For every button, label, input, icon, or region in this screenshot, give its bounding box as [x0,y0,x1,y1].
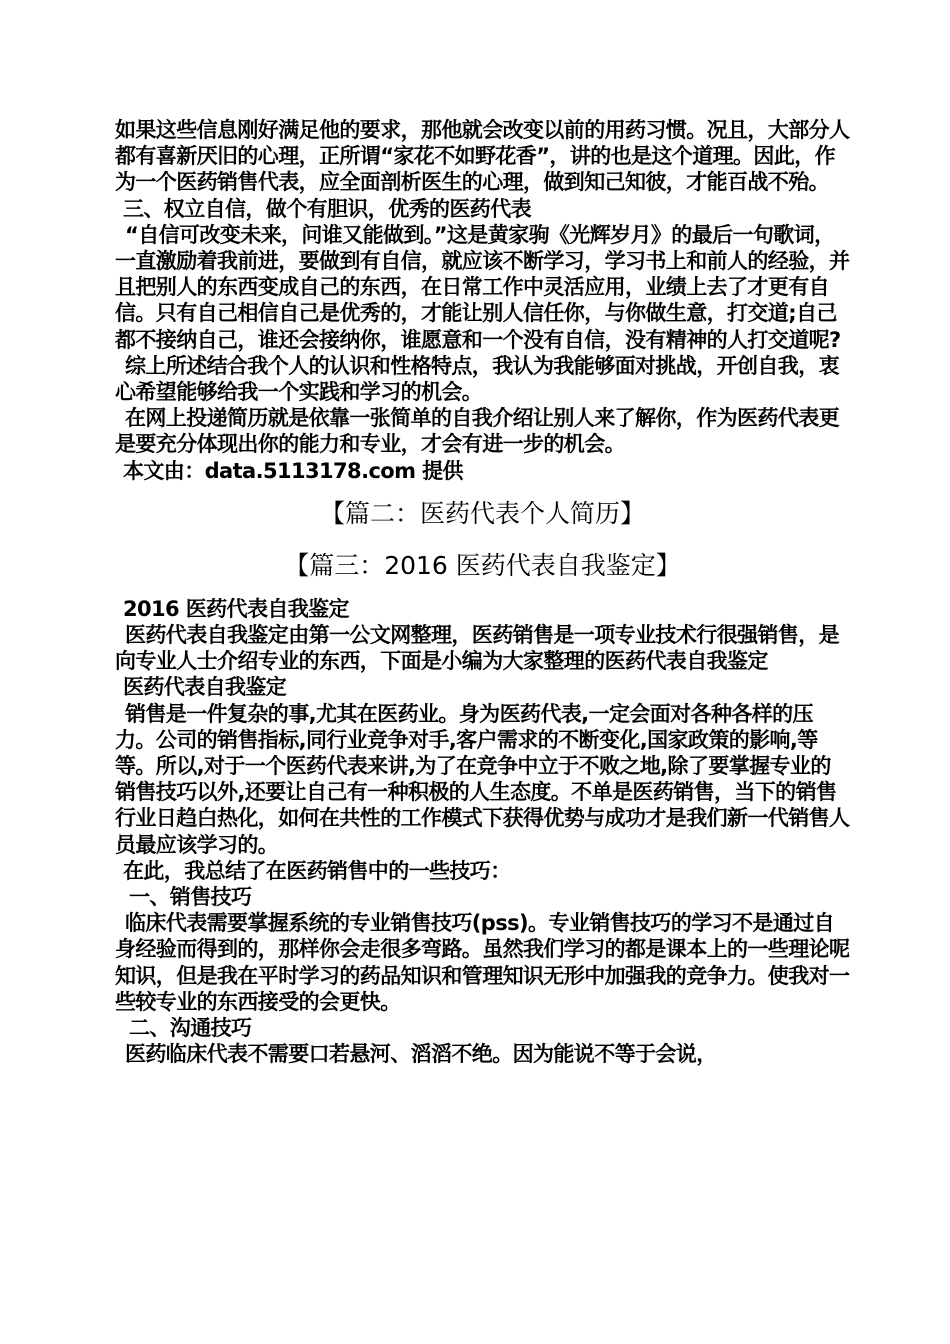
section-title-sales-skills: 一、销售技巧 [129,885,252,910]
section-title-confidence: 三、权立自信，做个有胆识，优秀的医药代表 [123,196,531,221]
paragraph-sales: 销售是一件复杂的事,尤其在医药业。身为医药代表,一定会面对各种各样的压力。公司的销售指标,同行业竞争对手,客户需求的不断变化,国家政策的影响,等等。所以,对于一个医药代表来讲,为了在竞争中立于不败之地,除了要掌握专业的销售技巧以外,还要让自己有一种积极的人生态度。不单是医药销售，当下的销售行业日趋白热化，如何在共性的工作模式下获得优势与成功才是我们新一代销售人员最应该学习的。 [115,701,850,857]
section-title-communication: 二、沟通技巧 [129,1016,252,1041]
paragraph-self-evaluation-intro: 医药代表自我鉴定由第一公文网整理，医药销售是一项专业技术行很强销售，是向专业人士介绍专业的东西，下面是小编为大家整理的医药代表自我鉴定 [115,623,839,674]
paragraph-prescribing-habits: 如果这些信息刚好满足他的要求，那他就会改变以前的用药习惯。况且，大部分人都有喜新厌旧的心理，正所谓“家花不如野花香”，讲的也是这个道理。因此，作为一个医药销售代表，应全面剖析医生的心理，做到知己知彼，才能百战不殆。 [115,118,850,195]
doc-title: 2016 医药代表自我鉴定 [123,596,349,621]
source-line: 本文由：data.5113178.com 提供 [123,458,463,483]
paragraph-communication: 医药临床代表不需要口若悬河、滔滔不绝。因为能说不等于会说， [125,1042,717,1067]
heading-part3: 【篇三：2016 医药代表自我鉴定】 [284,550,681,580]
subtitle-self-evaluation: 医药代表自我鉴定 [123,675,287,700]
paragraph-confidence: “自信可改变未来，问谁又能做到。”这是黄家驹《光辉岁月》的最后一句歌词，一直激励着我前进，要做到有自信，就应该不断学习，学习书上和前人的经验，并且把别人的东西变成自己的东西，在日常工作中灵活应用，业绩上去了才更有自信。只有自己相信自己是优秀的，才能让别人信任你，与你做生意，打交道;自己都不接纳自己，谁还会接纳你，谁愿意和一个没有自信，没有精神的人打交道呢? [115,222,850,352]
paragraph-lead: 在此，我总结了在医药销售中的一些技巧： [123,858,511,883]
paragraph-summary: 综上所述结合我个人的认识和性格特点，我认为我能够面对挑战，开创自我，衷心希望能够给我一个实践和学习的机会。 [115,353,839,405]
paragraph-online-resume: 在网上投递简历就是依靠一张简单的自我介绍让别人来了解你，作为医药代表更是要充分体现出你的能力和专业，才会有进一步的机会。 [115,406,839,457]
heading-part2: 【篇二：医药代表个人简历】 [319,498,645,528]
paragraph-sales-skills: 临床代表需要掌握系统的专业销售技巧(pss)。专业销售技巧的学习不是通过自身经验而得到的，那样你会走很多弯路。虽然我们学习的都是课本上的一些理论呢知识，但是我在平时学习的药品知识和管理知识无形中加强我的竞争力。使我对一些较专业的东西接受的会更快。 [115,911,850,1014]
